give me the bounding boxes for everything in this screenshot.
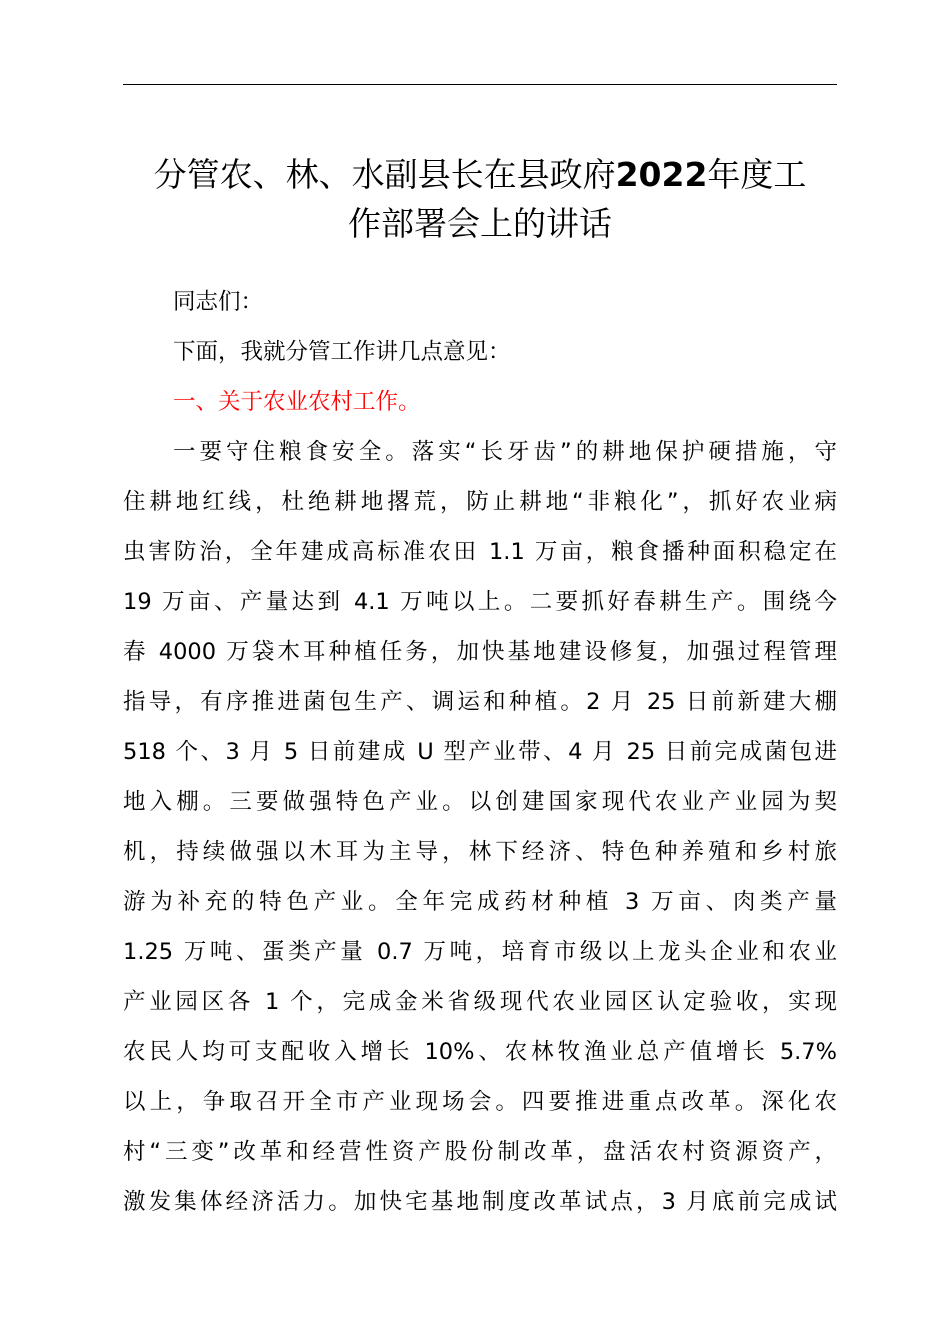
paragraph-line: 机，持续做强以木耳为主导，林下经济、特色种养殖和乡村旅 [123, 839, 837, 865]
paragraph-line: 一要守住粮食安全。落实“长牙齿”的耕地保护硬措施，守 [173, 439, 837, 465]
paragraph-line: 住耕地红线，杜绝耕地撂荒，防止耕地“非粮化”，抓好农业病 [123, 489, 837, 515]
paragraph-line: 农民人均可支配收入增长 10%、农林牧渔业总产值增长 5.7% [123, 1039, 837, 1065]
paragraph-line: 地入棚。三要做强特色产业。以创建国家现代农业产业园为契 [123, 789, 837, 815]
title-text-start: 分管农、林、水副县长在县政府 [153, 155, 616, 194]
salutation: 同志们： [173, 289, 264, 315]
intro-paragraph: 下面，我就分管工作讲几点意见： [173, 339, 511, 365]
paragraph-line: 激发集体经济活力。加快宅基地制度改革试点，3 月底前完成试 [123, 1189, 837, 1215]
paragraph-line: 19 万亩、产量达到 4.1 万吨以上。二要抓好春耕生产。围绕今 [123, 589, 837, 615]
document-body [123, 277, 837, 1227]
title-line-2: 作部署会上的讲话 [348, 204, 612, 243]
title-line-1 [100, 150, 860, 199]
section-heading: 一、关于农业农村工作。 [173, 389, 421, 415]
title-year: 2022 [615, 155, 708, 194]
paragraph-line: 以上，争取召开全市产业现场会。四要推进重点改革。深化农 [123, 1089, 837, 1115]
paragraph-line: 1.25 万吨、蛋类产量 0.7 万吨，培育市级以上龙头企业和农业 [123, 939, 837, 965]
paragraph-line: 虫害防治，全年建成高标准农田 1.1 万亩，粮食播种面积稳定在 [123, 539, 837, 565]
paragraph-line: 游为补充的特色产业。全年完成药材种植 3 万亩、肉类产量 [123, 889, 837, 915]
header-rule [123, 84, 837, 85]
paragraph-line: 指导，有序推进菌包生产、调运和种植。2 月 25 日前新建大棚 [123, 689, 837, 715]
paragraph-line: 产业园区各 1 个，完成金米省级现代农业园区认定验收，实现 [123, 989, 837, 1015]
paragraph-line: 春 4000 万袋木耳种植任务，加快基地建设修复，加强过程管理 [123, 639, 837, 665]
title-text-end: 年度工 [707, 155, 807, 194]
paragraph-line: 518 个、3 月 5 日前建成 U 型产业带、4 月 25 日前完成菌包进 [123, 739, 837, 765]
document-title [100, 150, 860, 248]
paragraph-line: 村“三变”改革和经营性资产股份制改革，盘活农村资源资产， [123, 1139, 837, 1165]
